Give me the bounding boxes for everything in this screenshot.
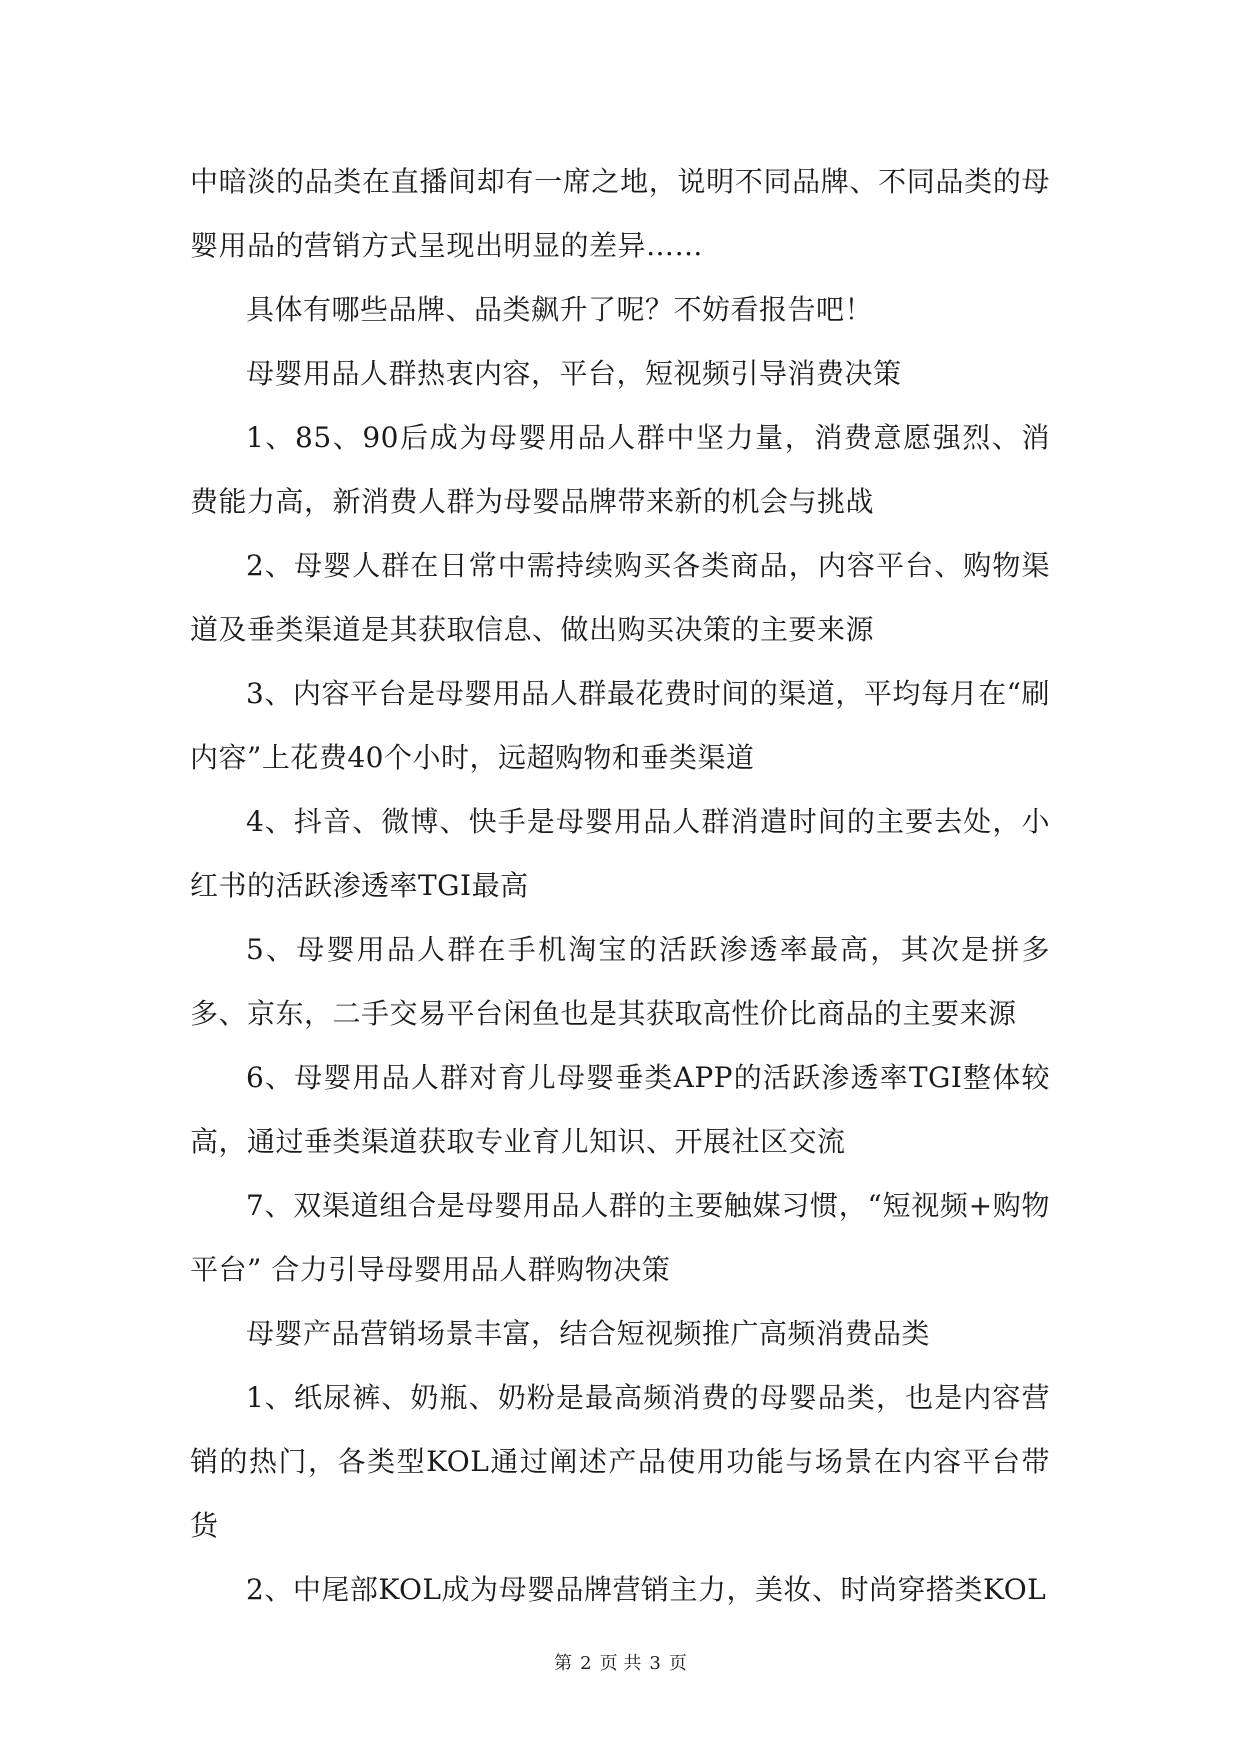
section-heading: 母婴用品人群热衷内容，平台，短视频引导消费决策	[246, 357, 902, 390]
footer-suffix: 页	[668, 1653, 687, 1674]
list-item: 5、母婴用品人群在手机淘宝的活跃渗透率最高，其次是拼多多、京东，二手交易平台闲鱼也是其获取高性价比商品的主要来源	[190, 933, 1050, 1030]
section-heading: 母婴产品营销场景丰富，结合短视频推广高频消费品类	[246, 1317, 931, 1350]
list-item: 1、85、90后成为母婴用品人群中坚力量，消费意愿强烈、消费能力高，新消费人群为母婴品牌带来新的机会与挑战	[190, 421, 1050, 518]
list-item: 3、内容平台是母婴用品人群最花费时间的渠道，平均每月在“刷内容”上花费40个小时，远超购物和垂类渠道	[190, 677, 1050, 774]
footer-middle: 页 共	[599, 1653, 642, 1674]
footer-current-page: 2	[580, 1653, 592, 1674]
list-item: 7、双渠道组合是母婴用品人群的主要触媒习惯，“短视频+购物平台” 合力引导母婴用品人群购物决策	[190, 1189, 1050, 1286]
list-item: 2、母婴人群在日常中需持续购买各类商品，内容平台、购物渠道及垂类渠道是其获取信息、做出购买决策的主要来源	[190, 549, 1050, 646]
page-footer	[0, 1652, 1241, 1676]
paragraph: 中暗淡的品类在直播间却有一席之地，说明不同品牌、不同品类的母婴用品的营销方式呈现出明显的差异……	[190, 165, 1050, 262]
footer-total-pages: 3	[649, 1653, 661, 1674]
document-body	[190, 150, 1050, 1622]
footer-prefix: 第	[554, 1653, 573, 1674]
list-item: 2、中尾部KOL成为母婴品牌营销主力，美妆、时尚穿搭类KOL	[246, 1573, 1047, 1606]
paragraph: 具体有哪些品牌、品类飙升了呢？不妨看报告吧！	[246, 293, 874, 326]
list-item: 1、纸尿裤、奶瓶、奶粉是最高频消费的母婴品类，也是内容营销的热门，各类型KOL通过阐述产品使用功能与场景在内容平台带货	[190, 1381, 1050, 1542]
list-item: 6、母婴用品人群对育儿母婴垂类APP的活跃渗透率TGI整体较高，通过垂类渠道获取专业育儿知识、开展社区交流	[190, 1061, 1050, 1158]
list-item: 4、抖音、微博、快手是母婴用品人群消遣时间的主要去处，小红书的活跃渗透率TGI最高	[190, 805, 1050, 902]
